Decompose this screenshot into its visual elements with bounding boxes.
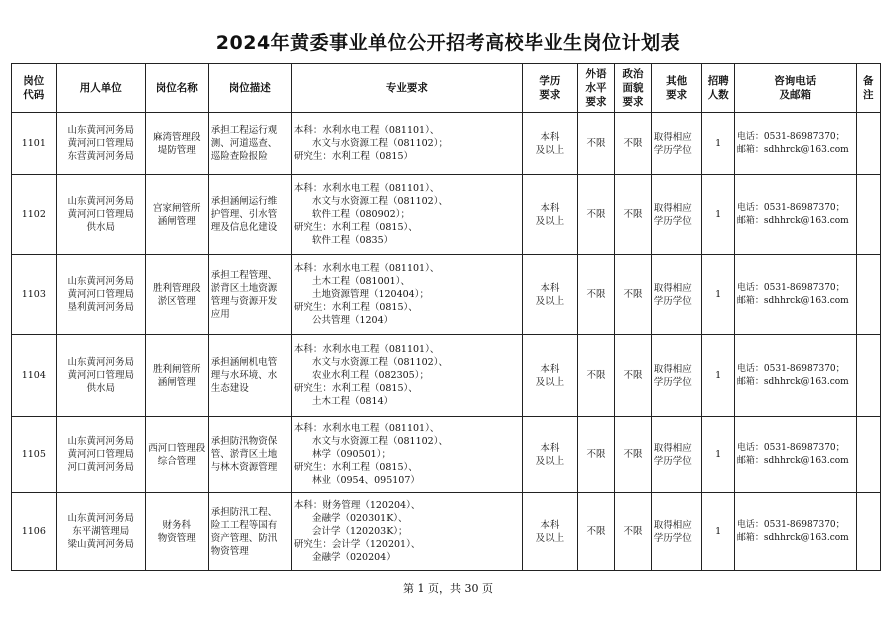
cell-education: 本科 及以上 [523, 493, 578, 571]
cell-contact: 电话：0531-86987370； 邮箱：sdhhrck@163.com [734, 113, 856, 175]
cell-other: 取得相应 学历学位 [651, 335, 702, 417]
cell-position: 宫家闸管所 涵闸管理 [145, 175, 208, 255]
cell-description: 承担涵闸运行维 护管理、引水管 理及信息化建设 [208, 175, 291, 255]
header-count: 招聘 人数 [702, 64, 734, 113]
cell-description: 承担防汛物资保 管、淤背区土地 与林木资源管理 [208, 417, 291, 493]
cell-position: 财务科 物资管理 [145, 493, 208, 571]
cell-remark [856, 417, 880, 493]
table-header-row [12, 64, 881, 113]
cell-code: 1102 [12, 175, 57, 255]
cell-contact: 电话：0531-86987370； 邮箱：sdhhrck@163.com [734, 175, 856, 255]
cell-code: 1101 [12, 113, 57, 175]
cell-count: 1 [702, 417, 734, 493]
cell-education: 本科 及以上 [523, 175, 578, 255]
cell-major: 本科：水利水电工程（081101）、 土木工程（081001）、 土地资源管理（120404）； 研究生：水利工程（0815）、 公共管理（1204） [291, 255, 522, 335]
cell-major: 本科：水利水电工程（081101）、 水文与水资源工程（081102）、 农业水利工程（082305）； 研究生：水利工程（0815）、 土木工程（0814） [291, 335, 522, 417]
cell-political: 不限 [615, 113, 652, 175]
header-political: 政治 面貌 要求 [615, 64, 652, 113]
table-body [12, 113, 881, 571]
header-description: 岗位描述 [208, 64, 291, 113]
cell-count: 1 [702, 493, 734, 571]
cell-language: 不限 [577, 175, 615, 255]
cell-other: 取得相应 学历学位 [651, 113, 702, 175]
cell-political: 不限 [615, 335, 652, 417]
cell-remark [856, 113, 880, 175]
cell-unit: 山东黄河河务局 东平湖管理局 梁山黄河河务局 [56, 493, 145, 571]
table-row [12, 113, 881, 175]
cell-language: 不限 [577, 493, 615, 571]
header-position: 岗位名称 [145, 64, 208, 113]
cell-political: 不限 [615, 417, 652, 493]
header-code: 岗位 代码 [12, 64, 57, 113]
cell-education: 本科 及以上 [523, 417, 578, 493]
page-footer: 第 1 页，共 30 页 [403, 582, 493, 595]
header-other: 其他 要求 [651, 64, 702, 113]
cell-description: 承担防汛工程、 险工工程等国有 资产管理、防汛 物资管理 [208, 493, 291, 571]
cell-contact: 电话：0531-86987370； 邮箱：sdhhrck@163.com [734, 335, 856, 417]
page-title: 2024年黄委事业单位公开招考高校毕业生岗位计划表 [215, 32, 681, 54]
cell-education: 本科 及以上 [523, 255, 578, 335]
cell-other: 取得相应 学历学位 [651, 493, 702, 571]
cell-language: 不限 [577, 417, 615, 493]
cell-political: 不限 [615, 255, 652, 335]
cell-description: 承担涵闸机电管 理与水环境、水 生态建设 [208, 335, 291, 417]
cell-description: 承担工程运行观 测、河道巡查、 巡险查险报险 [208, 113, 291, 175]
cell-code: 1106 [12, 493, 57, 571]
cell-unit: 山东黄河河务局 黄河河口管理局 供水局 [56, 335, 145, 417]
cell-education: 本科 及以上 [523, 113, 578, 175]
cell-position: 胜利闸管所 涵闸管理 [145, 335, 208, 417]
cell-remark [856, 255, 880, 335]
cell-major: 本科：水利水电工程（081101）、 水文与水资源工程（081102）； 研究生：水利工程（0815） [291, 113, 522, 175]
cell-unit: 山东黄河河务局 黄河河口管理局 河口黄河河务局 [56, 417, 145, 493]
cell-contact: 电话：0531-86987370； 邮箱：sdhhrck@163.com [734, 493, 856, 571]
cell-other: 取得相应 学历学位 [651, 175, 702, 255]
cell-remark [856, 175, 880, 255]
table-row [12, 255, 881, 335]
cell-description: 承担工程管理、 淤背区土地资源 管理与资源开发 应用 [208, 255, 291, 335]
cell-major: 本科：水利水电工程（081101）、 水文与水资源工程（081102）、 软件工程（080902）； 研究生：水利工程（0815）、 软件工程（0835） [291, 175, 522, 255]
cell-count: 1 [702, 255, 734, 335]
cell-contact: 电话：0531-86987370； 邮箱：sdhhrck@163.com [734, 255, 856, 335]
job-plan-table [11, 63, 881, 571]
cell-remark [856, 335, 880, 417]
cell-other: 取得相应 学历学位 [651, 255, 702, 335]
cell-code: 1105 [12, 417, 57, 493]
table-row [12, 493, 881, 571]
cell-code: 1103 [12, 255, 57, 335]
cell-language: 不限 [577, 255, 615, 335]
cell-political: 不限 [615, 175, 652, 255]
cell-position: 胜利管理段 淤区管理 [145, 255, 208, 335]
cell-education: 本科 及以上 [523, 335, 578, 417]
cell-major: 本科：水利水电工程（081101）、 水文与水资源工程（081102）、 林学（090501）； 研究生：水利工程（0815）、 林业（0954、095107） [291, 417, 522, 493]
table-row [12, 335, 881, 417]
table-row [12, 417, 881, 493]
cell-remark [856, 493, 880, 571]
cell-contact: 电话：0531-86987370； 邮箱：sdhhrck@163.com [734, 417, 856, 493]
cell-unit: 山东黄河河务局 黄河河口管理局 东营黄河河务局 [56, 113, 145, 175]
header-major: 专业要求 [291, 64, 522, 113]
table-row [12, 175, 881, 255]
header-education: 学历 要求 [523, 64, 578, 113]
header-language: 外语 水平 要求 [577, 64, 615, 113]
cell-count: 1 [702, 175, 734, 255]
header-unit: 用人单位 [56, 64, 145, 113]
cell-position: 西河口管理段 综合管理 [145, 417, 208, 493]
cell-count: 1 [702, 113, 734, 175]
header-remark: 备 注 [856, 64, 880, 113]
cell-language: 不限 [577, 113, 615, 175]
cell-unit: 山东黄河河务局 黄河河口管理局 供水局 [56, 175, 145, 255]
cell-position: 麻湾管理段 堤防管理 [145, 113, 208, 175]
cell-other: 取得相应 学历学位 [651, 417, 702, 493]
header-contact: 咨询电话 及邮箱 [734, 64, 856, 113]
cell-code: 1104 [12, 335, 57, 417]
cell-count: 1 [702, 335, 734, 417]
cell-major: 本科：财务管理（120204）、 金融学（020301K）、 会计学（120203K）； 研究生：会计学（120201）、 金融学（020204） [291, 493, 522, 571]
cell-unit: 山东黄河河务局 黄河河口管理局 垦利黄河河务局 [56, 255, 145, 335]
cell-language: 不限 [577, 335, 615, 417]
cell-political: 不限 [615, 493, 652, 571]
